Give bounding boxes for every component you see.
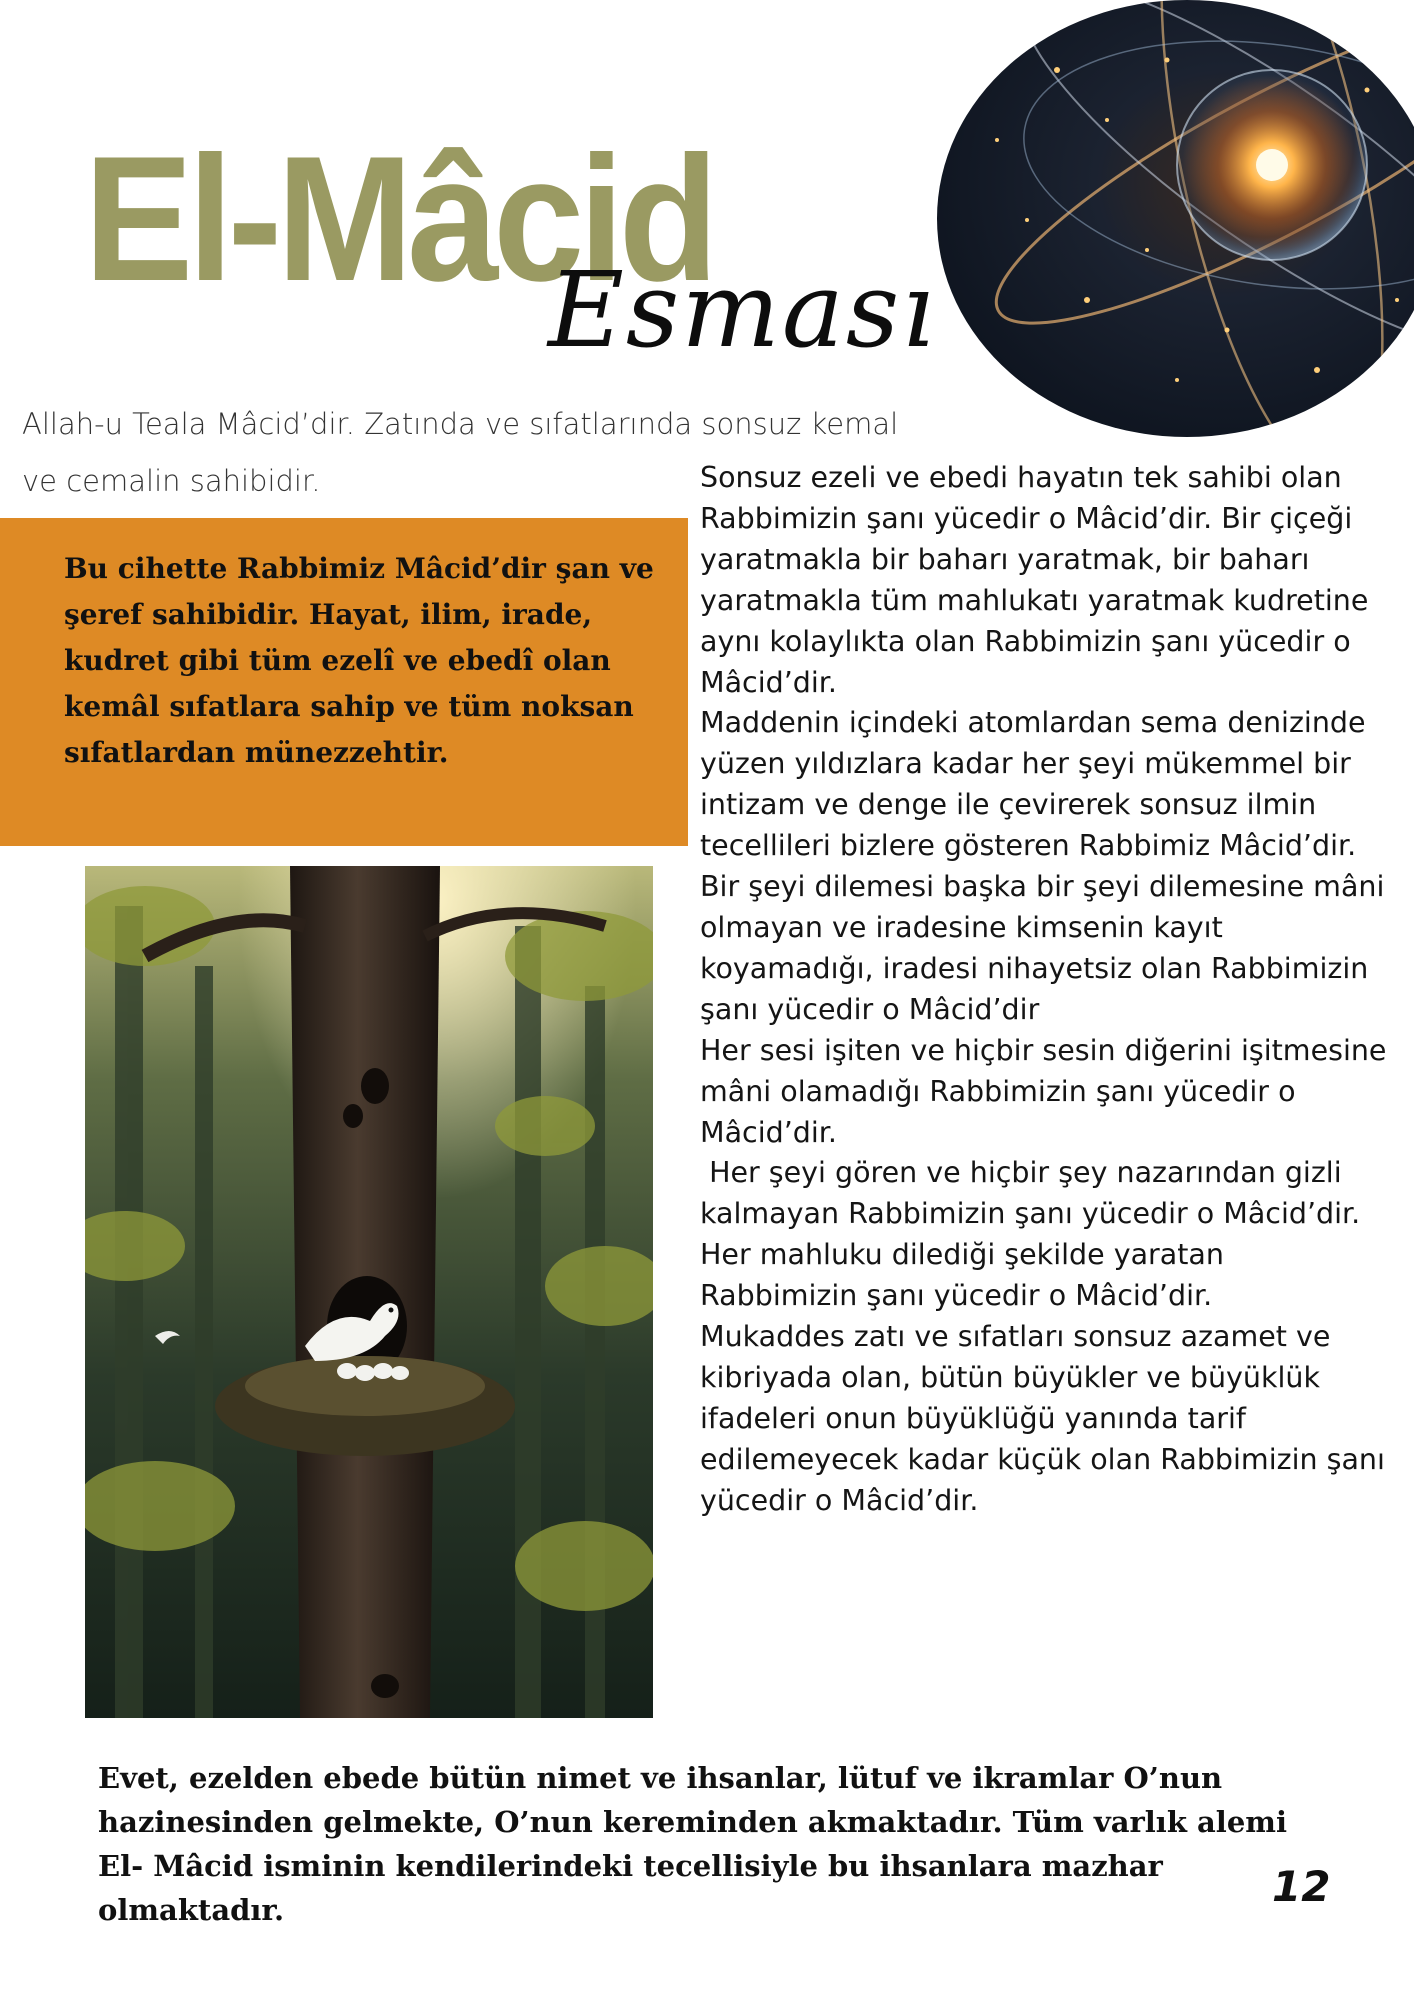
page-title: El-Mâcid (84, 119, 714, 318)
paragraph-4: Her sesi işiten ve hiçbir sesin diğerini işitmesine mâni olamadığı Rabbimizin şanı yücedir o Mâcid’dir. (700, 1033, 1387, 1149)
closing-paragraph: Evet, ezelden ebede bütün nimet ve ihsanlar, lütuf ve ikramlar O’nun hazinesinden gelmekte, O’nun kereminden akmaktadır. Tüm varlık alemi El- Mâcid isminin kendilerindeki tecellisiyle bu ihsanlara mazhar olmaktadır. (98, 1761, 1287, 1927)
paragraph-2: Maddenin içindeki atomlardan sema denizinde yüzen yıldızlara kadar her şeyi mükemmel bir intizam ve denge ile çevirerek sonsuz ilmin tecellileri bizlere gösteren Rabbimiz Mâcid’dir. (700, 706, 1366, 863)
paragraph-3: Bir şeyi dilemesi başka bir şeyi dilemesine mâni olmayan ve iradesine kimsenin kayıt koyamadığı, iradesi nihayetsiz olan Rabbimizin şanı yücedir o Mâcid’dir (700, 870, 1385, 1026)
paragraph-6: Mukaddes zatı ve sıfatları sonsuz azamet ve kibriyada olan, bütün büyükler ve büyüklük ifadeleri onun büyüklüğü yanında tarif edilemeyecek kadar küçük olan Rabbimizin şanı yücedir o Mâcid’dir. (700, 1320, 1385, 1517)
intro-text: Allah-u Teala Mâcid’dir. Zatında ve sıfatlarında sonsuz kemal ve cemalin sahibidir. (22, 407, 899, 498)
paragraph-1: Sonsuz ezeli ve ebedi hayatın tek sahibi olan Rabbimizin şanı yücedir o Mâcid’dir. Bir çiçeği yaratmakla bir baharı yaratmak, bir baharı yaratmakla tüm mahlukatı yaratmak kudretine aynı kolaylıkta olan Rabbimizin şanı yücedir o Mâcid’dir. (700, 461, 1369, 699)
highlight-text: Bu cihette Rabbimiz Mâcid’dir şan ve şeref sahibidir. Hayat, ilim, irade, kudret gibi tüm ezelî ve ebedî olan kemâl sıfatlara sahip ve tüm noksan sıfatlardan münezzehtir. (64, 552, 654, 769)
right-column (700, 458, 1390, 1522)
page-subtitle: Esması (548, 249, 937, 371)
forest-dove-nest-icon (85, 866, 653, 1718)
page-number: 12 (1272, 1862, 1331, 1911)
atom-sphere-icon (937, 0, 1414, 437)
paragraph-5: Her şeyi gören ve hiçbir şey nazarından gizli kalmayan Rabbimizin şanı yücedir o Mâcid’dir. Her mahluku dilediği şekilde yaratan Rabbimizin şanı yücedir o Mâcid’dir. (700, 1156, 1370, 1313)
